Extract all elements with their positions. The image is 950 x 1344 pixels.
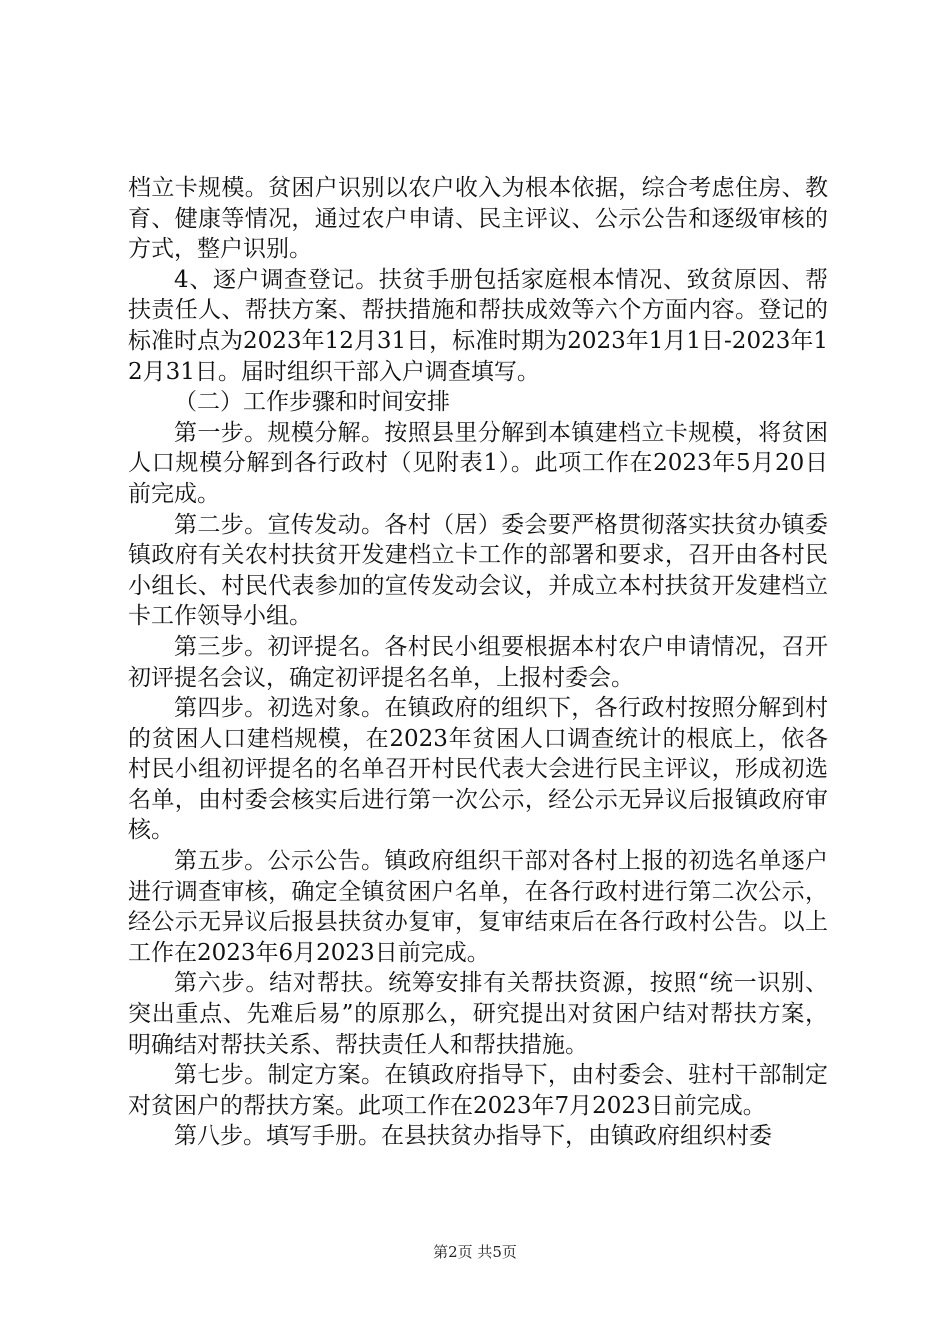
section-heading: （二）工作步骤和时间安排 xyxy=(174,389,450,416)
paragraph-step-7: 第七步。制定方案。在镇政府指导下，由村委会、驻村干部制定对贫困户的帮扶方案。此项工作在2023年7月2023日前完成。 xyxy=(128,1062,828,1119)
page-number-footer: 第2页 共5页 xyxy=(433,1243,517,1261)
paragraph-step-3: 第三步。初评提名。各村民小组要根据本村农户申请情况，召开初评提名会议，确定初评提名名单，上报村委会。 xyxy=(128,633,828,691)
document-body xyxy=(128,173,828,1152)
paragraph-step-1: 第一步。规模分解。按照县里分解到本镇建档立卡规模，将贫困人口规模分解到各行政村（见附表1）。此项工作在2023年5月20日前完成。 xyxy=(128,419,828,507)
paragraph-step-4: 第四步。初选对象。在镇政府的组织下，各行政村按照分解到村的贫困人口建档规模，在2023年贫困人口调查统计的根底上，依各村民小组初评提名的名单召开村民代表大会进行民主评议，形成初选名单，由村委会核实后进行第一次公示，经公示无异议后报镇政府审核。 xyxy=(128,695,828,844)
paragraph-step-8: 第八步。填写手册。在县扶贫办指导下，由镇政府组织村委 xyxy=(174,1123,772,1150)
paragraph-continuation: 档立卡规模。贫困户识别以农户收入为根本依据，综合考虑住房、教育、健康等情况，通过农户申请、民主评议、公示公告和逐级审核的方式，整户识别。 xyxy=(128,175,828,263)
paragraph-step-5: 第五步。公示公告。镇政府组织干部对各村上报的初选名单逐户进行调查审核，确定全镇贫困户名单，在各行政村进行第二次公示，经公示无异议后报县扶贫办复审，复审结束后在各行政村公告。以上工作在2023年6月2023日前完成。 xyxy=(128,848,828,966)
paragraph-item-4: 4、逐户调查登记。扶贫手册包括家庭根本情况、致贫原因、帮扶责任人、帮扶方案、帮扶措施和帮扶成效等六个方面内容。登记的标准时点为2023年12月31日，标准时期为2023年1月1日-2023年12月31日。届时组织干部入户调查填写。 xyxy=(128,266,828,385)
paragraph-step-2: 第二步。宣传发动。各村（居）委会要严格贯彻落实扶贫办镇委镇政府有关农村扶贫开发建档立卡工作的部署和要求，召开由各村民小组长、村民代表参加的宣传发动会议，并成立本村扶贫开发建档立卡工作领导小组。 xyxy=(128,511,828,630)
paragraph-step-6: 第六步。结对帮扶。统筹安排有关帮扶资源，按照“统一识别、突出重点、先难后易”的原那么，研究提出对贫困户结对帮扶方案，明确结对帮扶关系、帮扶责任人和帮扶措施。 xyxy=(128,970,828,1058)
